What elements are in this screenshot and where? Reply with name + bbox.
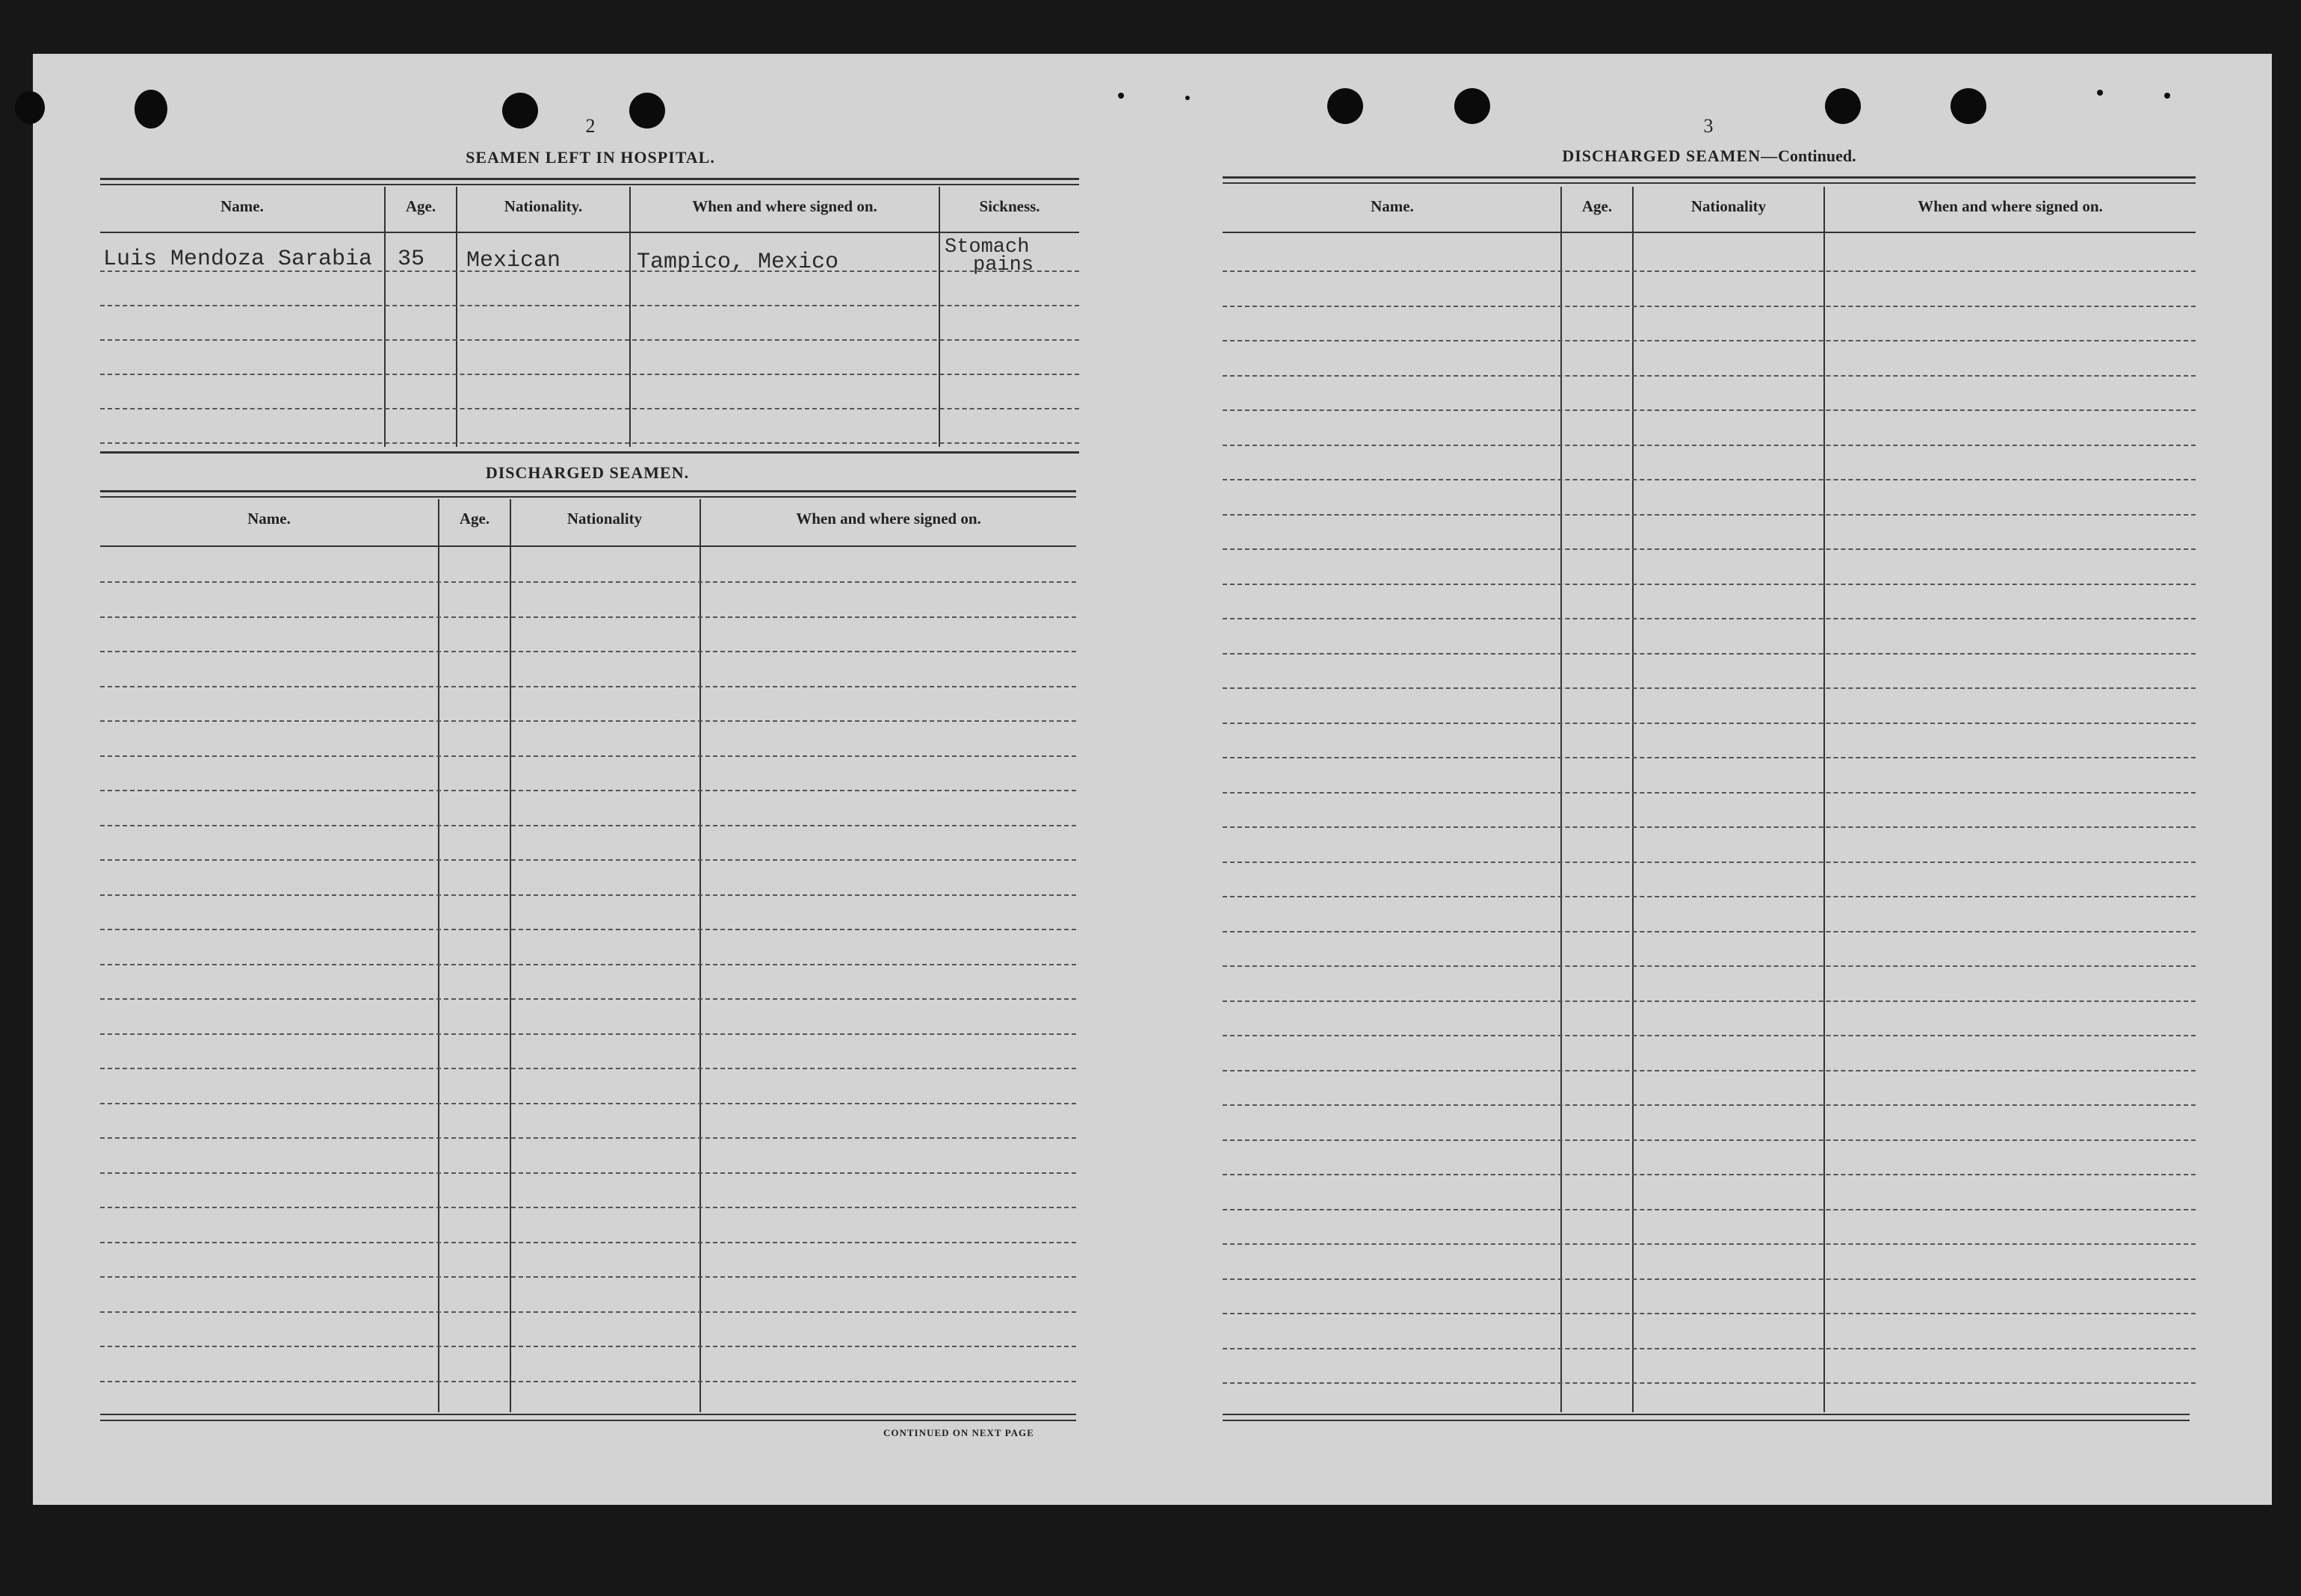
ruled-line <box>1223 375 2196 377</box>
right-top-rule <box>1223 176 2196 179</box>
ruled-line <box>1223 723 2196 724</box>
ruled-line <box>100 720 1076 722</box>
punch-hole <box>1951 88 1986 124</box>
discharged-col-header-nationality: Nationality <box>566 510 643 528</box>
paper-speck <box>2097 90 2103 96</box>
discharged-col-header-age: Age. <box>459 510 490 528</box>
right-col-header-signed-on: When and where signed on. <box>1918 197 2103 215</box>
ruled-line <box>1223 1174 2196 1175</box>
ruled-line <box>100 894 1076 896</box>
ruled-line <box>1223 514 2196 516</box>
ruled-line <box>100 859 1076 861</box>
punch-hole <box>1825 88 1861 124</box>
ruled-line <box>1223 1035 2196 1036</box>
hospital-top-rule-2 <box>100 184 1079 185</box>
ruled-line <box>1223 1243 2196 1245</box>
ruled-line <box>1223 653 2196 655</box>
ruled-line <box>100 929 1076 930</box>
discharged-col-header-name: Name. <box>247 510 291 528</box>
ruled-line <box>1223 1139 2196 1141</box>
ruled-line <box>1223 584 2196 585</box>
discharged-section-title: DISCHARGED SEAMEN. <box>485 463 690 482</box>
ruled-line <box>100 1207 1076 1208</box>
col-header-name: Name. <box>220 197 264 215</box>
right-section-title <box>1226 146 2193 166</box>
punch-hole <box>502 93 538 129</box>
hospital-entry-nationality: Mexican <box>466 248 561 273</box>
ruled-line <box>100 1033 1076 1035</box>
ruled-line <box>1223 1070 2196 1071</box>
discharged-col-divider <box>438 499 439 1412</box>
col-header-sickness: Sickness. <box>979 197 1040 215</box>
ruled-line <box>1223 687 2196 689</box>
ruled-line <box>1223 270 2196 272</box>
paper-speck <box>1185 96 1190 100</box>
discharged-col-divider <box>510 499 511 1412</box>
hospital-ruled-line <box>100 442 1079 444</box>
ruled-line <box>1223 1313 2196 1314</box>
ruled-line <box>1223 862 2196 863</box>
punch-hole <box>1454 88 1490 124</box>
ruled-line <box>1223 548 2196 550</box>
ruled-line <box>100 1103 1076 1104</box>
ruled-line <box>100 581 1076 583</box>
hospital-ruled-line <box>100 339 1079 341</box>
ruled-line <box>1223 1209 2196 1210</box>
right-top-rule-2 <box>1223 182 2196 184</box>
discharged-col-divider <box>699 499 701 1412</box>
paper-speck <box>2164 93 2170 99</box>
right-col-divider <box>1632 187 1634 1412</box>
ruled-line <box>1223 1348 2196 1349</box>
hospital-section-title: SEAMEN LEFT IN HOSPITAL. <box>466 148 715 167</box>
ruled-line <box>1223 1000 2196 1002</box>
hospital-ruled-line <box>100 374 1079 375</box>
ruled-line <box>100 1242 1076 1243</box>
punch-hole <box>135 90 167 129</box>
ruled-line <box>1223 826 2196 828</box>
right-bottom-rule <box>1223 1414 2190 1415</box>
hospital-entry-sickness-line1: Stomach <box>945 236 1030 259</box>
ruled-line <box>100 1276 1076 1278</box>
discharged-bottom-rule-2 <box>100 1420 1076 1421</box>
right-col-divider <box>1823 187 1825 1412</box>
ruled-line <box>1223 409 2196 411</box>
hospital-bottom-rule <box>100 451 1079 454</box>
ruled-line <box>100 964 1076 965</box>
right-header-rule <box>1223 232 2196 233</box>
hospital-top-rule <box>100 178 1079 180</box>
ruled-line <box>1223 757 2196 758</box>
right-bottom-rule-2 <box>1223 1420 2190 1421</box>
ruled-line <box>100 755 1076 757</box>
right-section-title-continued: Continued. <box>1778 146 1856 165</box>
ruled-line <box>100 1172 1076 1174</box>
continued-note: CONTINUED ON NEXT PAGE <box>883 1427 1034 1438</box>
ruled-line <box>100 651 1076 652</box>
ruled-line <box>1223 306 2196 307</box>
discharged-header-rule <box>100 545 1076 547</box>
hospital-ruled-line <box>100 305 1079 306</box>
hospital-entry-signed-on: Tampico, Mexico <box>637 250 839 275</box>
col-header-nationality: Nationality. <box>504 197 583 215</box>
ruled-line <box>1223 1104 2196 1106</box>
ruled-line <box>1223 340 2196 341</box>
ruled-line <box>1223 792 2196 794</box>
ruled-line <box>1223 445 2196 446</box>
ruled-line <box>1223 479 2196 480</box>
ruled-line <box>100 1137 1076 1139</box>
discharged-bottom-rule <box>100 1414 1076 1415</box>
hospital-header-rule <box>100 232 1079 233</box>
discharged-col-header-signed-on: When and where signed on. <box>796 510 981 528</box>
hospital-entry-name: Luis Mendoza Sarabia <box>103 247 373 272</box>
right-col-header-name: Name. <box>1371 197 1414 215</box>
discharged-top-rule <box>100 490 1076 492</box>
col-header-signed-on: When and where signed on. <box>692 197 877 215</box>
ruled-line <box>100 1346 1076 1347</box>
ruled-line <box>100 998 1076 1000</box>
right-section-title-main: DISCHARGED SEAMEN— <box>1562 146 1779 165</box>
ruled-line <box>1223 965 2196 967</box>
right-col-header-age: Age. <box>1581 197 1613 215</box>
punch-hole <box>1327 88 1363 124</box>
right-col-header-nationality: Nationality <box>1690 197 1767 215</box>
ruled-line <box>1223 896 2196 897</box>
punch-hole <box>15 91 45 124</box>
ruled-line <box>1223 618 2196 619</box>
ruled-line <box>100 1311 1076 1313</box>
right-col-divider <box>1560 187 1562 1412</box>
ruled-line <box>100 616 1076 618</box>
page-number-left: 2 <box>585 115 596 137</box>
discharged-top-rule-2 <box>100 496 1076 498</box>
paper-speck <box>1118 93 1124 99</box>
hospital-ruled-line <box>100 408 1079 409</box>
hospital-entry-sickness-line2: pains <box>973 254 1034 276</box>
ruled-line <box>100 686 1076 687</box>
ruled-line <box>100 1068 1076 1069</box>
hospital-entry-age: 35 <box>398 247 425 272</box>
ruled-line <box>1223 931 2196 932</box>
ruled-line <box>100 825 1076 826</box>
ruled-line <box>1223 1278 2196 1280</box>
ruled-line <box>100 1381 1076 1382</box>
punch-hole <box>629 93 665 129</box>
col-header-age: Age. <box>405 197 436 215</box>
ruled-line <box>100 790 1076 791</box>
ruled-line <box>1223 1382 2196 1384</box>
page-number-right: 3 <box>1703 115 1714 137</box>
